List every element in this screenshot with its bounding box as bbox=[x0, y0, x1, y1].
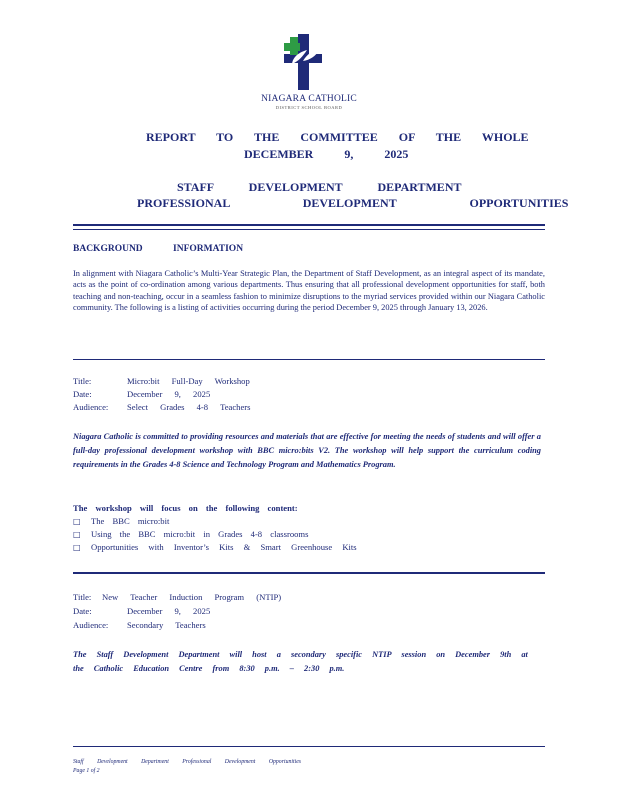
event1-title-label: Title: bbox=[73, 376, 92, 386]
event2-title-label: Title: bbox=[73, 592, 92, 602]
event1-audience-label: Audience: bbox=[73, 402, 109, 412]
event2-date-row bbox=[73, 606, 210, 616]
event2-audience-row bbox=[73, 620, 206, 630]
event1-focus-heading: The workshop will focus on the following content: bbox=[73, 503, 298, 513]
divider-thin bbox=[73, 229, 545, 230]
page-footer bbox=[73, 758, 301, 775]
event1-bullet-1: □ The BBC micro:bit bbox=[73, 516, 170, 526]
bullet-box-icon: □ bbox=[73, 543, 81, 552]
background-paragraph: In alignment with Niagara Catholic’s Multi-Year Strategic Plan, the Department of Staff Development, as an integral aspect of its mandate, acts as the point of co-ordination among various departments. Thus ensuring that all professional development opportunities for staff, both teaching and non-teaching, occur in a seamless fashion to minimize disruptions to the myriad services provided within our Niagara Catholic community. The following is a listing of activities occurring during the period December 9, 2025 through January 13, 2026. bbox=[73, 269, 545, 313]
event2-audience-label: Audience: bbox=[73, 620, 109, 630]
event1-audience-row bbox=[73, 402, 251, 412]
event2-date: December 9, 2025 bbox=[127, 606, 211, 616]
niagara-catholic-logo-icon bbox=[283, 34, 323, 90]
event1-title: Micro:bit Full-Day Workshop bbox=[127, 376, 250, 386]
footer-page-number: Page 1 of 2 bbox=[73, 767, 100, 774]
event1-date: December 9, 2025 bbox=[127, 389, 211, 399]
bullet-box-icon: □ bbox=[73, 530, 81, 539]
event2-title-row bbox=[73, 592, 281, 602]
report-title-line1: REPORT TO THE COMMITTEE OF THE WHOLE bbox=[146, 130, 529, 144]
logo-name: NIAGARA CATHOLIC bbox=[261, 94, 357, 104]
event1-bullet-2: □ Using the BBC micro:bit in Grades 4-8 classrooms bbox=[73, 529, 309, 539]
event2-date-label: Date: bbox=[73, 606, 92, 616]
event2-title: New Teacher Induction Program (NTIP) bbox=[102, 592, 282, 602]
department-name: STAFF DEVELOPMENT DEPARTMENT bbox=[177, 180, 462, 194]
event1-date-label: Date: bbox=[73, 389, 92, 399]
event1-audience: Select Grades 4-8 Teachers bbox=[127, 402, 251, 412]
section-divider-1 bbox=[73, 359, 545, 360]
event1-date-row bbox=[73, 389, 210, 399]
event2-audience: Secondary Teachers bbox=[127, 620, 206, 630]
background-heading: BACKGROUND INFORMATION bbox=[73, 244, 244, 254]
bullet-box-icon: □ bbox=[73, 517, 81, 526]
footer-divider bbox=[73, 746, 545, 747]
report-date: DECEMBER 9, 2025 bbox=[244, 147, 409, 161]
section-divider-2 bbox=[73, 572, 545, 574]
footer-line1: Staff Development Department Professional Development Opportunities bbox=[73, 759, 302, 765]
event1-description: Niagara Catholic is committed to providing resources and materials that are effective for meeting the needs of students and will offer a full-day professional development workshop with BBC micro:bits V2. The workshop will help support the curriculum coding requirements in the Grades 4-8 Science and Technology Program and Mathematics Program. bbox=[73, 432, 541, 469]
event1-title-row bbox=[73, 376, 250, 386]
report-subject: PROFESSIONAL DEVELOPMENT OPPORTUNITIES bbox=[137, 196, 569, 210]
event2-description: The Staff Development Department will host a secondary specific NTIP session on December 9th at the Catholic Education Centre from 8:30 p.m. – 2:30 p.m. bbox=[73, 650, 528, 673]
logo-subtitle: DISTRICT SCHOOL BOARD bbox=[275, 105, 343, 110]
event1-bullet-3: □ Opportunities with Inventor’s Kits & Smart Greenhouse Kits bbox=[73, 542, 357, 552]
divider-thick bbox=[73, 224, 545, 226]
